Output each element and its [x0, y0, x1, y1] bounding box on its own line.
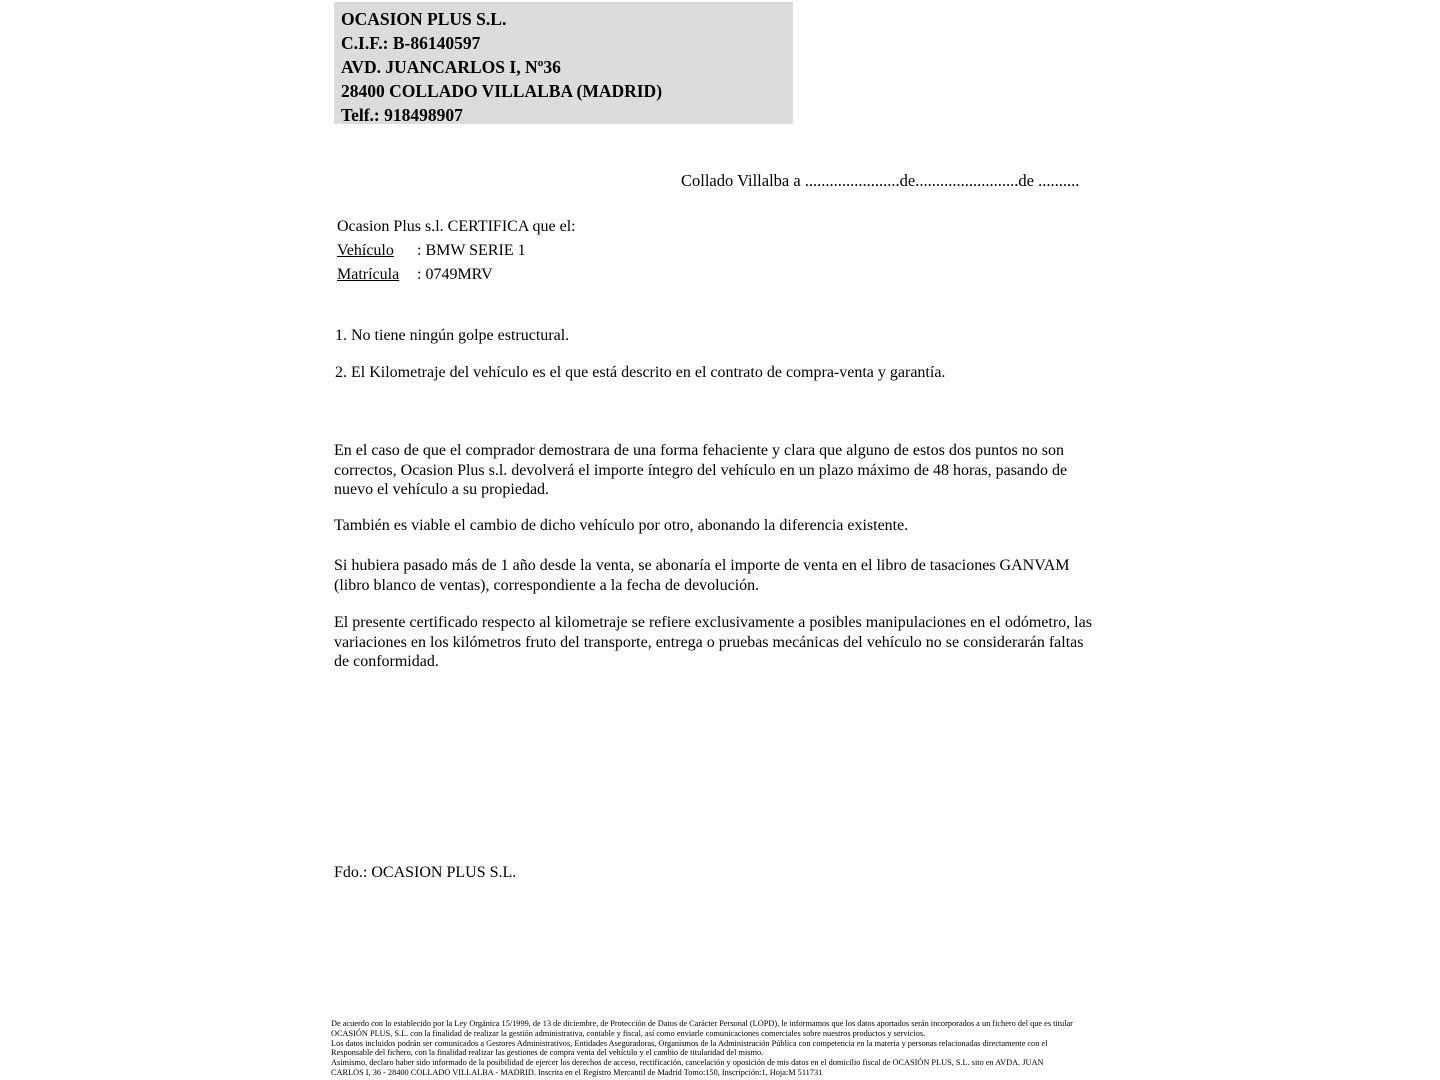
- date-line: Collado Villalba a .......................de.........................de ..........: [681, 171, 1080, 190]
- company-name: OCASION PLUS S.L.: [341, 9, 507, 29]
- footer-line-2: OCASIÓN PLUS, S.L. con la finalidad de realizar la gestión administrativa, contable y fiscal, así como enviarle comunicaciones comerciales sobre nuestros productos y servicios.: [331, 1028, 926, 1038]
- company-phone: Telf.: 918498907: [341, 105, 463, 125]
- condition-point-2: 2. El Kilometraje del vehículo es el que está descrito en el contrato de compra-venta y garantía.: [335, 364, 946, 381]
- company-city: 28400 COLLADO VILLALBA (MADRID): [341, 81, 663, 101]
- paragraph-odometer: El presente certificado respecto al kilometraje se refiere exclusivamente a posibles manipulaciones en el odómetro, las variaciones en los kilómetros fruto del transporte, entrega o pruebas mecánicas del vehículo no se considerarán faltas de conformidad.: [334, 614, 1092, 670]
- paragraph-refund: En el caso de que el comprador demostrara de una forma fehaciente y clara que alguno de estos dos puntos no son correctos, Ocasion Plus s.l. devolverá el importe íntegro del vehículo en un plazo máximo de 48 horas, pasando de nuevo el vehículo a su propiedad.: [334, 442, 1068, 498]
- condition-point-1: 1. No tiene ningún golpe estructural.: [335, 327, 570, 344]
- company-cif: C.I.F.: B-86140597: [341, 33, 481, 53]
- signature-line: Fdo.: OCASION PLUS S.L.: [334, 864, 517, 881]
- plate-label: Matrícula: [337, 266, 400, 283]
- company-address: AVD. JUANCARLOS I, Nº36: [341, 57, 561, 77]
- plate-row: [337, 265, 493, 285]
- vehicle-row: [337, 241, 526, 261]
- vehicle-label: Vehículo: [337, 242, 394, 259]
- footer-line-3: Los datos incluidos podrán ser comunicados a Gestores Administrativos, Entidades Aseguradoras, Organismos de la Administración Pública con competencia en la materia y personas relacionadas directamente con el: [331, 1038, 1048, 1048]
- paragraph-ganvam: Si hubiera pasado más de 1 año desde la venta, se abonaría el importe de venta en el libro de tasaciones GANVAM (libro blanco de ventas), correspondiente a la fecha de devolución.: [334, 557, 1070, 594]
- footer-line-4: Responsable del fichero, con la finalidad realizar las gestiones de compra venta del vehículo y el cambio de titularidad del mismo.: [331, 1048, 764, 1058]
- footer-line-1: De acuerdo con lo establecido por la Ley Orgánica 15/1999, de 13 de diciembre, de Protección de Datos de Carácter Personal (LOPD), le informamos que los datos aportados serán incorporados a un fichero del que es titular: [331, 1019, 1073, 1028]
- footer-line-6: CARLOS I, 36 - 28400 COLLADO VILLALBA - MADRID. Inscrita en el Registro Mercantil de Madrid Tomo:150, Inscripción:1, Hoja:M 511731: [331, 1067, 823, 1077]
- legal-footer: [331, 1019, 1431, 1078]
- certification-intro: Ocasion Plus s.l. CERTIFICA que el:: [337, 218, 576, 235]
- footer-line-5: Asimismo, declaro haber sido informado de la posibilidad de ejercer los derechos de acceso, rectificación, cancelación y oposición de mis datos en el domicilio fiscal de OCASIÓN PLUS, S.L. sito en AVDA. JUAN: [331, 1058, 1044, 1068]
- vehicle-value: : BMW SERIE 1: [417, 242, 526, 259]
- letterhead-box: [334, 2, 793, 124]
- plate-value: : 0749MRV: [417, 266, 493, 283]
- paragraph-exchange: También es viable el cambio de dicho vehículo por otro, abonando la diferencia existente.: [334, 517, 909, 534]
